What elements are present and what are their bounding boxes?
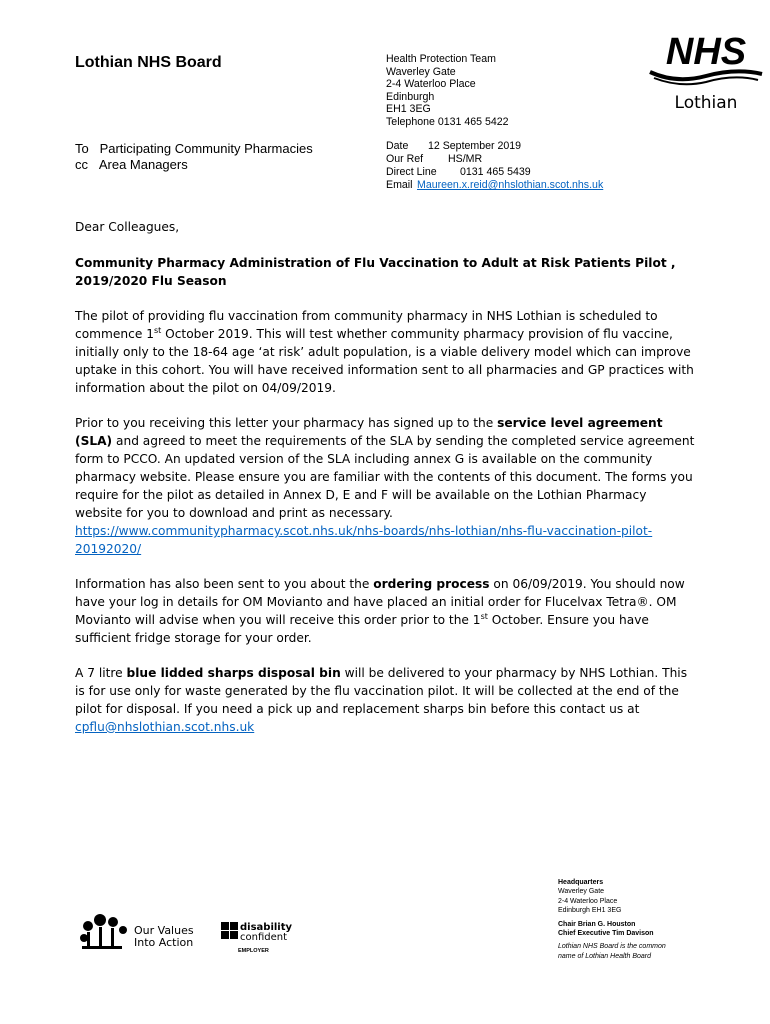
nhs-logo-mark: NHS bbox=[665, 31, 747, 73]
subject-line: Community Pharmacy Administration of Flu Vaccination to Adult at Risk Patients Pilot , bbox=[75, 256, 676, 270]
text-run: on 06/09/2019. You should now have your log in details for OM Movianto and have placed an initial order for Flucelvax Tetra®. OM Movianto will advise when you will receive this order prior to the 1 bbox=[75, 577, 685, 627]
address-line: 2-4 Waterloo Place bbox=[386, 78, 476, 91]
common-name-line: name of Lothian Health Board bbox=[558, 952, 652, 960]
disability-line3: EMPLOYER bbox=[238, 948, 269, 954]
our-values-line1: Our Values bbox=[134, 924, 194, 937]
paragraph-2 bbox=[75, 414, 697, 558]
recipients bbox=[75, 141, 313, 172]
organisation-name: Lothian NHS Board bbox=[75, 54, 222, 71]
pharmacy-website-link[interactable]: https://www.communitypharmacy.scot.nhs.uk/nhs-boards/nhs-lothian/nhs-flu-vaccination-pilot-20192020/ bbox=[75, 524, 653, 556]
disability-line1: disability bbox=[240, 922, 293, 933]
address-line: Health Protection Team bbox=[386, 53, 496, 65]
salutation: Dear Colleagues, bbox=[75, 220, 180, 234]
subject-line: 2019/2020 Flu Season bbox=[75, 274, 227, 288]
address-line: Waverley Gate bbox=[386, 65, 456, 78]
ref-label: Our Ref bbox=[386, 153, 424, 165]
ref-value: HS/MR bbox=[448, 153, 483, 165]
bold-text: blue lidded sharps disposal bin bbox=[126, 666, 341, 680]
date-label: Date bbox=[386, 140, 409, 152]
address-line: Edinburgh bbox=[386, 90, 435, 103]
superscript: st bbox=[153, 325, 162, 335]
text-run: will be delivered to your pharmacy by NHS Lothian. This is for use only for waste generated by the flu vaccination pilot. It will be collected at the end of the pilot for disposal. If you need a pick up and replacement sharps bin before this contact us at bbox=[75, 666, 688, 716]
cc-label: cc bbox=[75, 156, 88, 172]
text-run: Information has also been sent to you about the bbox=[75, 577, 374, 591]
common-name-line: Lothian NHS Board is the common bbox=[558, 943, 666, 951]
cc-value: Area Managers bbox=[98, 156, 188, 172]
contact-email-link[interactable]: cpflu@nhslothian.scot.nhs.uk bbox=[75, 720, 255, 734]
sender-address bbox=[386, 53, 509, 129]
hq-title: Headquarters bbox=[558, 879, 604, 886]
address-line: EH1 3EG bbox=[386, 103, 431, 116]
bold-text: service level agreement (SLA) bbox=[75, 416, 663, 448]
hq-line: Edinburgh EH1 3EG bbox=[558, 907, 622, 915]
email-label: Email bbox=[386, 179, 413, 191]
footer-logos bbox=[78, 912, 318, 957]
disability-confident-icon bbox=[221, 922, 238, 939]
footer-logos-graphic bbox=[78, 912, 318, 957]
our-values-icon bbox=[80, 914, 127, 949]
hq-line: 2-4 Waterloo Place bbox=[558, 897, 618, 905]
direct-line-value: 0131 465 5439 bbox=[460, 166, 531, 178]
date-value: 12 September 2019 bbox=[428, 140, 522, 152]
nhs-logo-graphic bbox=[646, 28, 766, 114]
bold-text: ordering process bbox=[373, 577, 490, 591]
footer-headquarters bbox=[558, 878, 666, 961]
nhs-lothian-logo bbox=[646, 28, 766, 114]
email-link[interactable]: Maureen.x.reid@nhslothian.scot.nhs.uk bbox=[417, 179, 604, 191]
text-run: and agreed to meet the requirements of the SLA by sending the completed service agreement form to PCCO. An updated version of the SLA including annex G is available on the community pharmacy website. Please ensure you are familiar with the contents of this document. The forms you require for the pilot as detailed in Annex D, E and F will be available on the Lothian Pharmacy website for you to download and print as necessary. bbox=[75, 434, 695, 520]
superscript: st bbox=[480, 611, 488, 621]
nhs-logo-sub: Lothian bbox=[674, 93, 738, 113]
direct-line-label: Direct Line bbox=[386, 166, 437, 178]
hq-line: Waverley Gate bbox=[558, 888, 605, 896]
paragraph-4 bbox=[75, 664, 697, 736]
text-run: October. Ensure you have sufficient fridge storage for your order. bbox=[75, 613, 649, 645]
text-run: Prior to you receiving this letter your pharmacy has signed up to the bbox=[75, 416, 498, 430]
telephone-line: Telephone 0131 465 5422 bbox=[386, 115, 509, 128]
to-label: To bbox=[75, 141, 89, 156]
paragraph-1 bbox=[75, 307, 697, 397]
our-values-line2: Into Action bbox=[134, 936, 194, 949]
letter-meta bbox=[386, 140, 603, 192]
chair-line: Chair Brian G. Houston bbox=[558, 920, 636, 928]
chief-line: Chief Executive Tim Davison bbox=[558, 930, 654, 938]
subject-heading bbox=[75, 254, 697, 290]
to-value: Participating Community Pharmacies bbox=[99, 141, 313, 156]
text-run: October 2019. This will test whether community pharmacy provision of flu vaccine, initially only to the 18-64 age ‘at risk’ adult population, is a viable delivery model which can improve uptake in this cohort. You will have received information sent to all pharmacies and GP practices with information about the pilot on 04/09/2019. bbox=[75, 327, 694, 395]
disability-line2: confident bbox=[240, 932, 288, 943]
paragraph-3 bbox=[75, 575, 697, 647]
text-run: A 7 litre bbox=[75, 666, 127, 680]
text-run: The pilot of providing flu vaccination from community pharmacy in NHS Lothian is scheduled to commence 1 bbox=[75, 309, 658, 341]
